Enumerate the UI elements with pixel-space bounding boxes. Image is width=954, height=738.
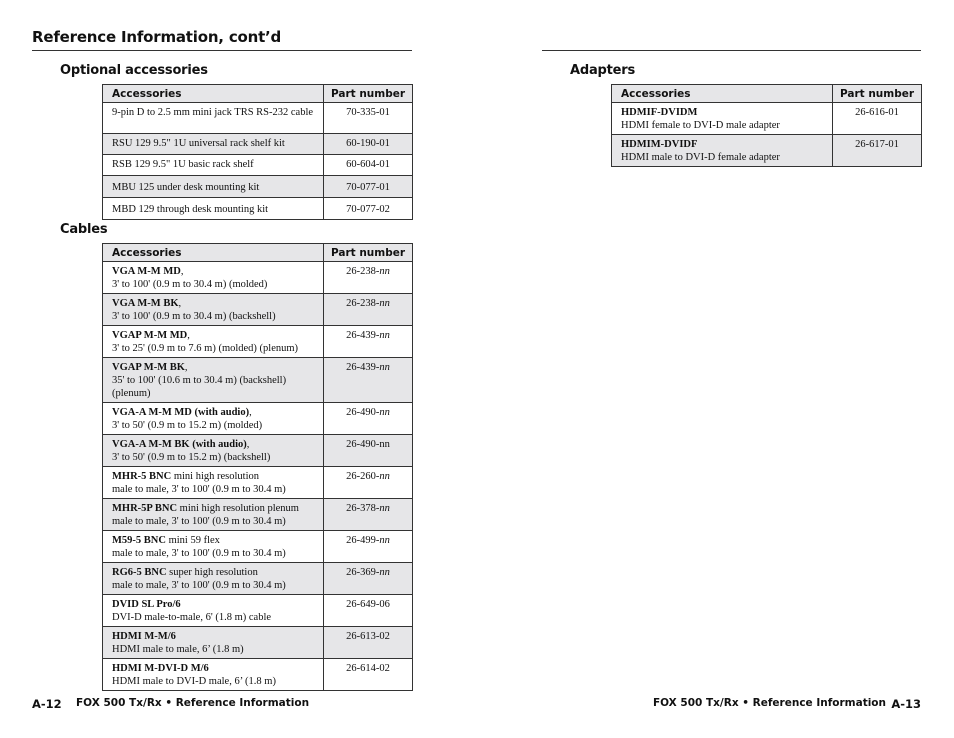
- page-number-left: A-12: [32, 697, 62, 711]
- adapters-heading: Adapters: [570, 63, 636, 78]
- part-number-variable: nn: [379, 471, 390, 482]
- cable-name: RG6-5 BNC: [112, 567, 167, 578]
- part-number: [324, 435, 413, 467]
- cable-inline-description: mini high resolution: [171, 471, 259, 482]
- cable-name-separator: ,: [249, 407, 252, 418]
- table-header-row: [103, 244, 413, 262]
- part-number-variable: nn: [379, 266, 390, 277]
- header-rule-left: [32, 50, 412, 51]
- table-row: [103, 358, 413, 403]
- table-row: [103, 103, 413, 134]
- part-number-prefix: 26-378-: [346, 503, 380, 514]
- cable-name: DVID SL Pro/6: [112, 599, 181, 610]
- table-row: [103, 435, 413, 467]
- accessory-description: [103, 326, 324, 358]
- cable-detail: 3' to 50' (0.9 m to 15.2 m) (backshell): [112, 452, 271, 463]
- accessory-description: [103, 499, 324, 531]
- header-rule-right: [542, 50, 921, 51]
- accessory-description: [103, 403, 324, 435]
- table-row: [103, 155, 413, 176]
- table-header-row: [612, 85, 922, 103]
- cable-name: HDMI M-M/6: [112, 631, 176, 642]
- cable-detail: male to male, 3' to 100' (0.9 m to 30.4 m): [112, 484, 286, 495]
- part-number: [324, 595, 413, 627]
- part-number: 70-077-01: [324, 176, 413, 198]
- part-number-prefix: 26-649-06: [346, 599, 390, 610]
- part-number-variable: nn: [379, 298, 390, 309]
- cable-name-separator: ,: [187, 330, 190, 341]
- optional-accessories-table: [102, 84, 413, 220]
- adapter-detail: HDMI female to DVI-D male adapter: [621, 120, 780, 131]
- adapter-name: HDMIF-DVIDM: [621, 107, 698, 118]
- part-number: 60-190-01: [324, 134, 413, 155]
- cable-name: HDMI M-DVI-D M/6: [112, 663, 209, 674]
- part-number-prefix: 26-499-: [346, 535, 380, 546]
- part-number-prefix: 26-490-: [346, 407, 380, 418]
- cable-detail: 35' to 100' (10.6 m to 30.4 m) (backshell) (plenum): [112, 375, 287, 399]
- table-row: [103, 595, 413, 627]
- part-number-variable: nn: [379, 407, 390, 418]
- cable-inline-description: mini high resolution plenum: [177, 503, 299, 514]
- part-number: [324, 262, 413, 294]
- table-row: [103, 531, 413, 563]
- column-header-accessories: Accessories: [103, 85, 324, 103]
- cable-detail: male to male, 3' to 100' (0.9 m to 30.4 m): [112, 548, 286, 559]
- cable-name: MHR-5P BNC: [112, 503, 178, 514]
- table-row: [103, 627, 413, 659]
- cable-name: MHR-5 BNC: [112, 471, 172, 482]
- cable-name-separator: ,: [180, 266, 184, 277]
- part-number-prefix: 26-238-: [346, 298, 380, 309]
- accessory-description: [103, 294, 324, 326]
- part-number: 26-617-01: [833, 135, 922, 167]
- table-row: [103, 659, 413, 691]
- accessory-description: [103, 435, 324, 467]
- cable-inline-description: super high resolution: [166, 567, 258, 578]
- cables-table: [102, 243, 413, 691]
- cable-name: VGA-A M-M BK (with audio): [112, 439, 247, 450]
- accessory-description: [612, 103, 833, 135]
- part-number: [324, 531, 413, 563]
- part-number: [324, 294, 413, 326]
- column-header-part-number: Part number: [324, 244, 413, 262]
- part-number: 70-335-01: [324, 103, 413, 134]
- adapter-detail: HDMI male to DVI-D female adapter: [621, 152, 780, 163]
- table-row: [103, 403, 413, 435]
- accessory-description: [103, 595, 324, 627]
- part-number-prefix: 26-613-02: [346, 631, 390, 642]
- part-number-prefix: 26-614-02: [346, 663, 390, 674]
- part-number: [324, 326, 413, 358]
- part-number-variable: nn: [379, 567, 390, 578]
- column-header-accessories: Accessories: [612, 85, 833, 103]
- accessory-description: [103, 563, 324, 595]
- accessory-description: [612, 135, 833, 167]
- cable-detail: DVI-D male-to-male, 6' (1.8 m) cable: [112, 612, 272, 623]
- table-row: [103, 198, 413, 220]
- accessory-description: [103, 659, 324, 691]
- cables-heading: Cables: [60, 222, 108, 237]
- part-number-prefix: 26-490-nn: [346, 439, 390, 450]
- part-number: [324, 358, 413, 403]
- part-number: [324, 499, 413, 531]
- accessory-description: MBU 125 under desk mounting kit: [103, 176, 324, 198]
- part-number: [324, 563, 413, 595]
- part-number-prefix: 26-369-: [346, 567, 380, 578]
- part-number: [324, 627, 413, 659]
- cable-detail: male to male, 3' to 100' (0.9 m to 30.4 m): [112, 580, 286, 591]
- cable-detail: male to male, 3' to 100' (0.9 m to 30.4 m): [112, 516, 286, 527]
- part-number-prefix: 26-439-: [346, 330, 380, 341]
- cable-name: VGAP M-M MD: [112, 330, 188, 341]
- table-row: [103, 467, 413, 499]
- cable-inline-description: mini 59 flex: [165, 535, 220, 546]
- page-title: Reference Information, cont’d: [32, 28, 282, 46]
- part-number: [324, 659, 413, 691]
- cable-detail: HDMI male to DVI-D male, 6’ (1.8 m): [112, 676, 276, 687]
- footer-text-left: FOX 500 Tx/Rx • Reference Information: [76, 697, 310, 709]
- cable-name: VGA M-M MD: [112, 266, 181, 277]
- cable-detail: 3' to 25' (0.9 m to 7.6 m) (molded) (plenum): [112, 343, 299, 354]
- part-number: 70-077-02: [324, 198, 413, 220]
- cable-name-separator: ,: [184, 362, 188, 373]
- accessory-description: RSU 129 9.5" 1U universal rack shelf kit: [103, 134, 324, 155]
- cable-name: M59-5 BNC: [112, 535, 166, 546]
- accessory-description: [103, 262, 324, 294]
- column-header-part-number: Part number: [324, 85, 413, 103]
- cable-name: VGAP M-M BK: [112, 362, 185, 373]
- table-row: [103, 563, 413, 595]
- cable-detail: 3' to 50' (0.9 m to 15.2 m) (molded): [112, 420, 263, 431]
- part-number: 60-604-01: [324, 155, 413, 176]
- cable-detail: 3' to 100' (0.9 m to 30.4 m) (molded): [112, 279, 268, 290]
- cable-detail: 3' to 100' (0.9 m to 30.4 m) (backshell): [112, 311, 276, 322]
- part-number: [324, 403, 413, 435]
- cable-name: VGA-A M-M MD (with audio): [112, 407, 250, 418]
- accessory-description: 9-pin D to 2.5 mm mini jack TRS RS-232 cable: [103, 103, 324, 134]
- part-number-variable: nn: [379, 330, 390, 341]
- accessory-description: [103, 358, 324, 403]
- table-row: [103, 262, 413, 294]
- part-number-prefix: 26-238-: [346, 266, 380, 277]
- column-header-accessories: Accessories: [103, 244, 324, 262]
- cable-detail: HDMI male to male, 6’ (1.8 m): [112, 644, 244, 655]
- page-number-right: A-13: [891, 697, 921, 711]
- table-row: [612, 135, 922, 167]
- table-row: [612, 103, 922, 135]
- accessory-description: [103, 627, 324, 659]
- optional-accessories-heading: Optional accessories: [60, 63, 208, 78]
- part-number-variable: nn: [379, 362, 390, 373]
- accessory-description: RSB 129 9.5" 1U basic rack shelf: [103, 155, 324, 176]
- table-header-row: [103, 85, 413, 103]
- part-number-prefix: 26-260-: [346, 471, 380, 482]
- part-number: [324, 467, 413, 499]
- part-number-variable: nn: [379, 535, 390, 546]
- accessory-description: MBD 129 through desk mounting kit: [103, 198, 324, 220]
- adapter-name: HDMIM-DVIDF: [621, 139, 698, 150]
- cable-name: VGA M-M BK: [112, 298, 179, 309]
- table-row: [103, 326, 413, 358]
- part-number: 26-616-01: [833, 103, 922, 135]
- cable-name-separator: ,: [246, 439, 250, 450]
- footer-text-right: FOX 500 Tx/Rx • Reference Information: [652, 697, 886, 709]
- table-row: [103, 294, 413, 326]
- accessory-description: [103, 531, 324, 563]
- cable-name-separator: ,: [178, 298, 182, 309]
- accessory-description: [103, 467, 324, 499]
- table-row: [103, 499, 413, 531]
- adapters-table: [611, 84, 922, 167]
- part-number-prefix: 26-439-: [346, 362, 380, 373]
- column-header-part-number: Part number: [833, 85, 922, 103]
- table-row: [103, 176, 413, 198]
- part-number-variable: nn: [379, 503, 390, 514]
- table-row: [103, 134, 413, 155]
